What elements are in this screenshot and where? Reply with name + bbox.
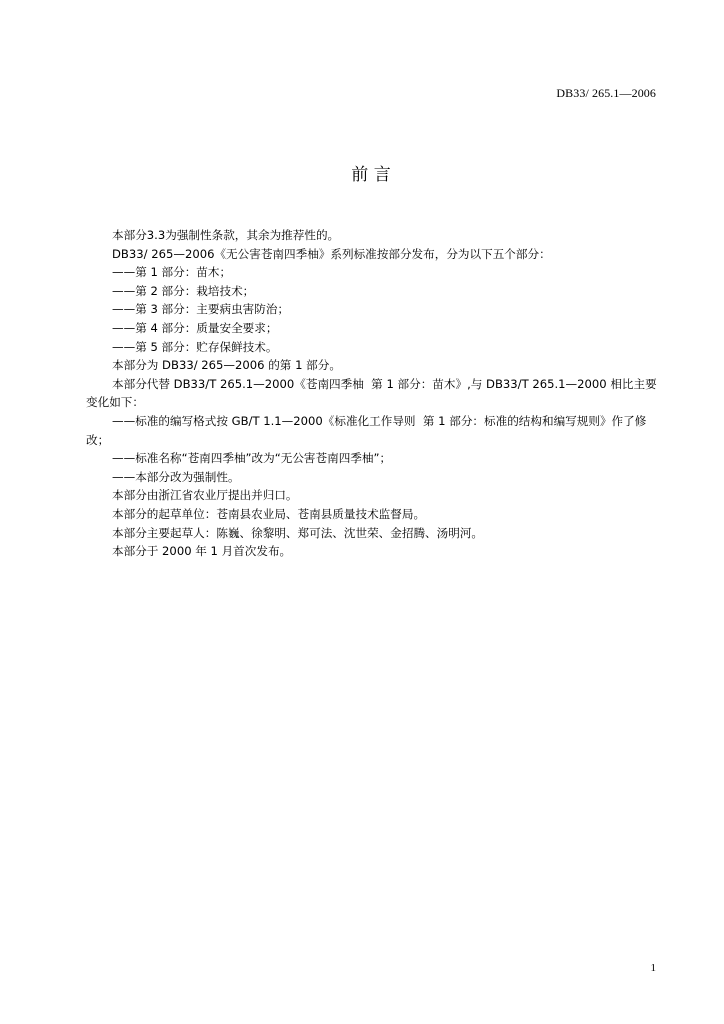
paragraph-first-release: 本部分于 2000 年 1 月首次发布。 <box>112 544 292 559</box>
paragraph-drafters: 本部分主要起草人：陈巍、徐黎明、郑可法、沈世荣、金招腾、汤明河。 <box>112 525 484 540</box>
paragraph-replaces: 本部分代替 DB33/T 265.1—2000《苍南四季柚 第 1 部分：苗木》,与 DB33/T 265.1—2000 相比主要变化如下： <box>86 376 657 410</box>
paragraph-proposed-by: 本部分由浙江省农业厅提出并归口。 <box>112 488 298 503</box>
foreword-body <box>86 226 658 561</box>
document-code-header: DB33/ 265.1—2006 <box>556 86 656 100</box>
change-item-name: ——标准名称“苍南四季柚”改为“无公害苍南四季柚”； <box>112 451 392 466</box>
paragraph-drafting-units: 本部分的起草单位：苍南县农业局、苍南县质量技术监督局。 <box>112 506 426 521</box>
paragraph-mandatory-clause: 本部分3.3为强制性条款，其余为推荐性的。 <box>112 228 340 242</box>
change-item-mandatory: ——本部分改为强制性。 <box>112 469 240 484</box>
list-item-part-5: ——第 5 部分：贮存保鲜技术。 <box>112 339 278 354</box>
list-item-part-4: ——第 4 部分：质量安全要求； <box>112 320 278 335</box>
page-number: 1 <box>650 962 656 974</box>
paragraph-this-part: 本部分为 DB33/ 265—2006 的第 1 部分。 <box>112 358 341 373</box>
list-item-part-2: ——第 2 部分：栽培技术； <box>112 283 255 298</box>
list-item-part-1: ——第 1 部分：苗木； <box>112 265 232 280</box>
list-item-part-3: ——第 3 部分：主要病虫害防治； <box>112 302 290 317</box>
change-item-format: ——标准的编写格式按 GB/T 1.1—2000《标准化工作导则 第 1 部分：标准的结构和编写规则》作了修改； <box>86 413 647 447</box>
paragraph-series-intro: DB33/ 265—2006《无公害苍南四季柚》系列标准按部分发布，分为以下五个部分： <box>112 246 551 261</box>
page-title: 前 言 <box>351 165 391 185</box>
